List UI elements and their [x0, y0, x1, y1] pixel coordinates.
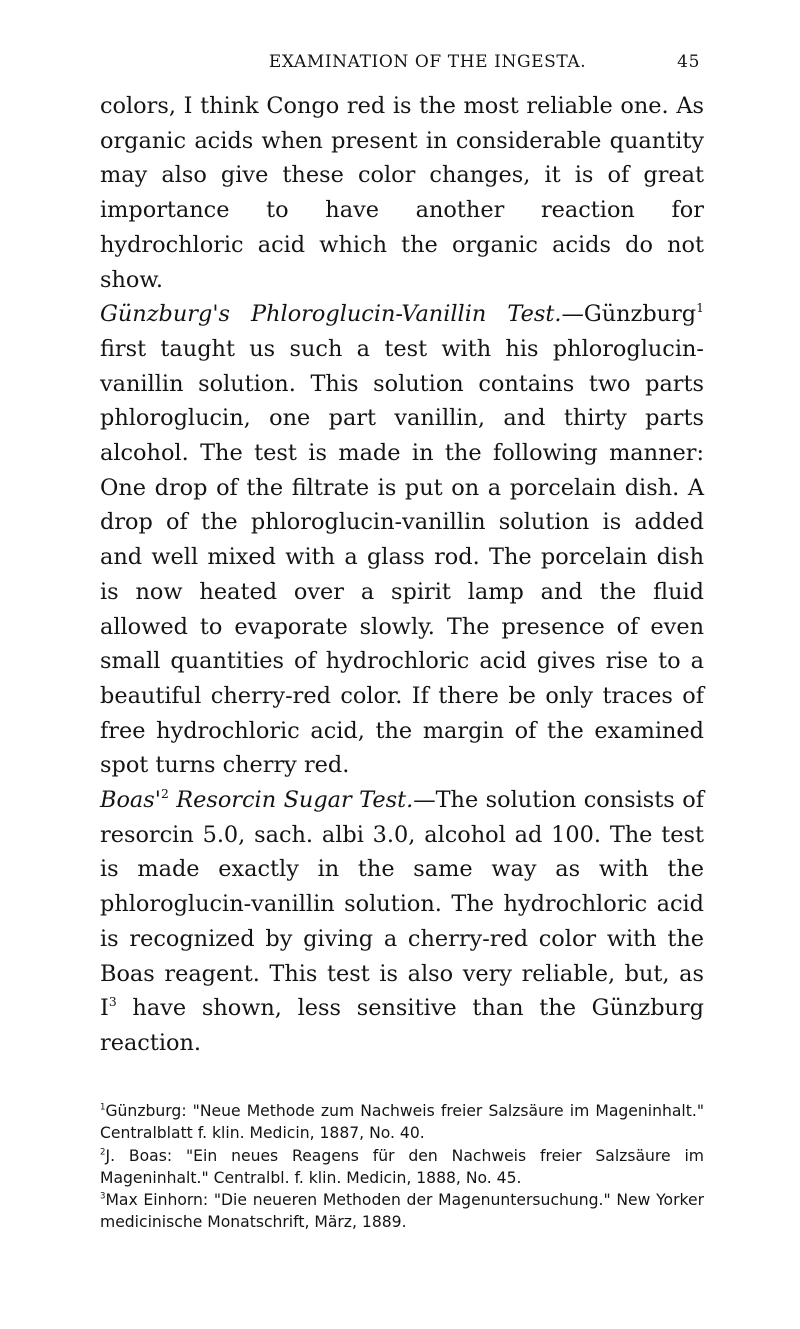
footnote-text: Günzburg: "Neue Methode zum Nachweis freier Salzsäure im Mageninhalt." Centralblatt f. klin. Medicin, 1887, No. 40. [100, 1102, 704, 1143]
footnote-mark: 2 [100, 1147, 106, 1158]
footnotes [100, 1100, 704, 1234]
running-header [148, 52, 700, 72]
section-heading-resorcin: Resorcin Sugar Test. [168, 787, 414, 814]
footnote-ref-2: 2 [160, 786, 169, 801]
footnote-text: J. Boas: "Ein neues Reagens für den Nachweis freier Salzsäure im Mageninhalt." Centralbl. f. klin. Medicin, 1888, No. 45. [100, 1146, 704, 1187]
footnote-mark: 1 [100, 1102, 106, 1113]
footnote-mark: 3 [100, 1191, 106, 1202]
paragraph-text: have shown, less sensitive than the Günzburg reaction. [100, 995, 704, 1056]
running-title: EXAMINATION OF THE INGESTA. [268, 52, 587, 72]
footnote [100, 1189, 704, 1234]
page-number: 45 [677, 52, 700, 72]
section-heading-boas: Boas' [100, 787, 161, 814]
paragraph-text: —Günzburg [561, 301, 697, 328]
section-heading-gunzburg: Günzburg's Phloroglucin-Vanillin Test. [100, 301, 562, 328]
paragraph-congo-red [100, 89, 704, 297]
paragraph-boas-test [100, 783, 704, 1061]
paragraph-text: first taught us such a test with his phloroglucin-vanillin solution. This solution contains two parts phloroglucin, one part vanillin, and thirty parts alcohol. The test is made in the following manner: One drop of the filtrate is put on a porcelain dish. A drop of the phloroglucin-vanillin solution is added and well mixed with a glass rod. The porcelain dish is now heated over a spirit lamp and the fluid allowed to evaporate slowly. The presence of even small quantities of hydrochloric acid gives rise to a beautiful cherry-red color. If there be only traces of free hydrochloric acid, the margin of the examined spot turns cherry red. [100, 335, 704, 779]
paragraph-gunzburg-test [100, 297, 704, 783]
paragraph-text: —The solution consists of resorcin 5.0, sach. albi 3.0, alcohol ad 100. The test is made exactly in the same way as with the phloroglucin-vanillin solution. The hydrochloric acid is recognized by giving a cherry-red color with the Boas reagent. This test is also very reliable, but, as I [100, 787, 704, 1022]
body-text [100, 89, 704, 1061]
footnote-ref-1: 1 [696, 300, 704, 315]
footnote [100, 1145, 704, 1190]
paragraph-text: colors, I think Congo red is the most reliable one. As organic acids when present in considerable quantity may also give these color changes, it is of great importance to have another reaction for hydrochloric acid which the organic acids do not show. [100, 93, 704, 293]
footnote-ref-3: 3 [108, 995, 117, 1010]
footnote-text: Max Einhorn: "Die neueren Methoden der Magenuntersuchung." New Yorker medicinische Monatschrift, März, 1889. [100, 1191, 704, 1232]
footnote [100, 1100, 704, 1145]
